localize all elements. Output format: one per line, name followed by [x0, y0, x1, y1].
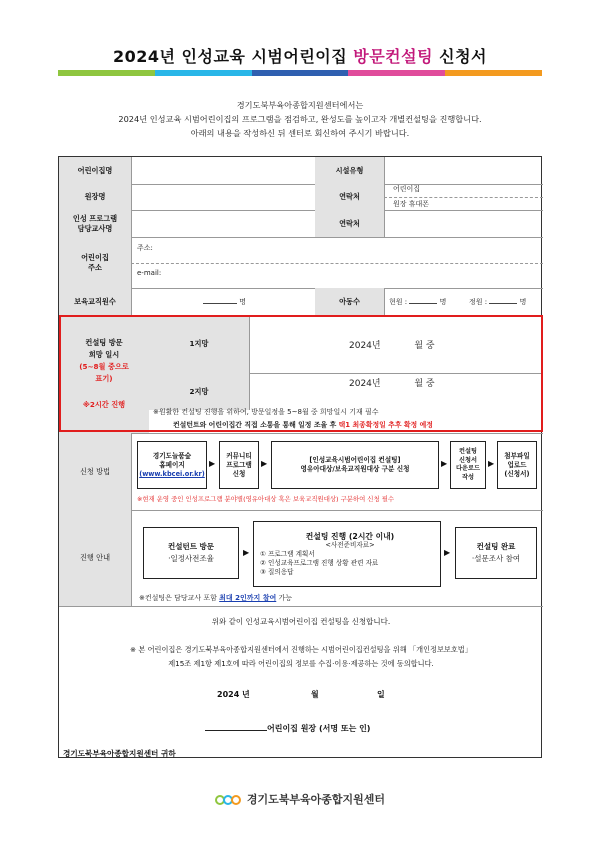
contact-mobile-label: 원장 휴대폰 — [393, 200, 430, 208]
homepage-link[interactable]: (www.kbcei.or.kr) — [139, 469, 205, 478]
label-facility-type: 시설유형 — [315, 157, 384, 184]
apply-step-upload[interactable]: 첨부파일 업로드 (신청서) — [497, 441, 537, 489]
progress-step-done: 컨설팅 완료 ·설문조사 참여 — [455, 527, 537, 579]
arrow-right-icon: ▶ — [444, 548, 451, 557]
label-progress: 진행 안내 — [59, 510, 131, 606]
apply-step-homepage[interactable]: 경기도늘품숲 홈페이지 (www.kbcei.or.kr) — [137, 441, 207, 489]
facility-type-field[interactable] — [385, 158, 542, 183]
page-title: 2024년 인성교육 시범어린이집 방문컨설팅 신청서 — [113, 47, 487, 66]
recipient: 경기도북부육아종합지원센터 귀하 — [63, 749, 176, 758]
label-contact: 연락처 — [315, 184, 384, 210]
label-teacher-count: 보육교직원수 — [59, 288, 131, 315]
label-child-count: 아동수 — [315, 288, 384, 315]
date-month[interactable]: 월 — [311, 690, 319, 699]
label-director-name: 원장명 — [59, 184, 131, 210]
arrow-right-icon: ▶ — [441, 459, 448, 468]
footer-logo: 경기도북부육아종합지원센터 — [0, 791, 600, 808]
apply-step-category: [인성교육시범어린이집 컨설팅] 영유아대상/보육교직원대상 구분 신청 — [271, 441, 439, 489]
director-name-field[interactable] — [132, 185, 315, 209]
date-year[interactable]: 2024 년 — [217, 690, 250, 699]
label-visit-request: 컨설팅 방문 희망 일시 (5~8월 중으로 표기) ※2시간 진행 — [59, 315, 149, 433]
visit-request-highlight — [59, 315, 543, 432]
privacy-consent: ※ 본 어린이집은 경기도북부육아종합지원센터에서 진행하는 시범어린이집컨설팅을 위해 「개인정보보호법」 제15조 제1항 제1호에 따라 어린이집의 정보를 수집·이용·제공하는 것에 동의합니다. — [130, 645, 472, 668]
apply-note: ※현재 운영 중인 인성프로그램 분야별(영유아대상 혹은 보육교직원대상) 구분하여 신청 필수 — [137, 495, 395, 503]
current-count-field[interactable]: 현원 : 명 — [389, 298, 447, 306]
first-choice-date[interactable]: 2024년 월 중 — [349, 341, 435, 351]
capacity-count-field[interactable]: 정원 : 명 — [469, 298, 527, 306]
color-segment-blue — [252, 70, 349, 76]
application-form — [58, 156, 542, 758]
visit-note-2: 컨설턴트와 어린이집간 직접 소통을 통해 일정 조율 후 택1 최종확정일 추후 확정 예정 — [173, 421, 433, 429]
visit-note-1: ※원활한 컨설팅 진행을 위하여, 방문일정을 5~8월 중 희망일시 기재 필수 — [153, 408, 379, 416]
label-second-choice: 2지망 — [149, 373, 249, 410]
progress-step-visit: 컨설턴트 방문 ·일정사전조율 — [143, 527, 239, 579]
color-segment-green — [58, 70, 155, 76]
teacher-name-field[interactable] — [132, 211, 315, 236]
color-segment-sky — [155, 70, 252, 76]
label-teacher-contact: 연락처 — [315, 210, 384, 237]
progress-step-main: 컨설팅 진행 (2시간 이내) <사전준비자료> ① 프로그램 계획서 ② 인성교육프로그램 진행 상황 관련 자료 ③ 질의응답 — [253, 521, 441, 587]
org-logo-icon — [215, 792, 241, 808]
second-choice-date[interactable]: 2024년 월 중 — [349, 379, 435, 389]
title-color-bar — [58, 70, 542, 76]
label-apply-method: 신청 방법 — [59, 433, 131, 510]
arrow-right-icon: ▶ — [261, 459, 268, 468]
email-field[interactable]: e-mail: — [137, 269, 162, 277]
label-address: 어린이집 주소 — [59, 237, 131, 288]
teacher-count-field[interactable]: 명 — [203, 297, 246, 307]
color-segment-pink — [348, 70, 445, 76]
color-segment-orange — [445, 70, 542, 76]
title-accent: 방문컨설팅 — [353, 47, 434, 66]
arrow-right-icon: ▶ — [243, 548, 250, 557]
apply-step-community: 커뮤니티 프로그램 신청 — [219, 441, 259, 489]
apply-step-download[interactable]: 컨설팅 신청서 다운로드 작성 — [450, 441, 486, 489]
arrow-right-icon: ▶ — [209, 459, 216, 468]
teacher-contact-field[interactable] — [385, 211, 542, 236]
progress-note: ※컨설팅은 담당교사 포함 최대 2인까지 참여 가능 — [139, 594, 293, 602]
label-teacher: 인성 프로그램 담당교사명 — [59, 210, 131, 237]
signature-line[interactable]: 어린이집 원장 (서명 또는 인) — [205, 723, 370, 734]
date-day[interactable]: 일 — [377, 690, 385, 699]
intro-text: 경기도북부육아종합지원센터에서는 2024년 인성교육 시범어린이집의 프로그램을 점검하고, 완성도를 높이고자 개별컨설팅을 진행합니다. 아래의 내용을 작성하신 뒤 센터로 회신하여 주시기 바랍니다. — [118, 100, 482, 138]
contact-daycare-label: 어린이집 — [393, 185, 421, 193]
application-statement: 위와 같이 인성교육시범어린이집 컨설팅을 신청합니다. — [211, 617, 391, 626]
label-first-choice: 1지망 — [149, 315, 249, 373]
daycare-name-field[interactable] — [132, 158, 315, 183]
arrow-right-icon: ▶ — [488, 459, 495, 468]
address-field[interactable]: 주소: — [137, 244, 153, 252]
label-daycare-name: 어린이집명 — [59, 157, 131, 184]
